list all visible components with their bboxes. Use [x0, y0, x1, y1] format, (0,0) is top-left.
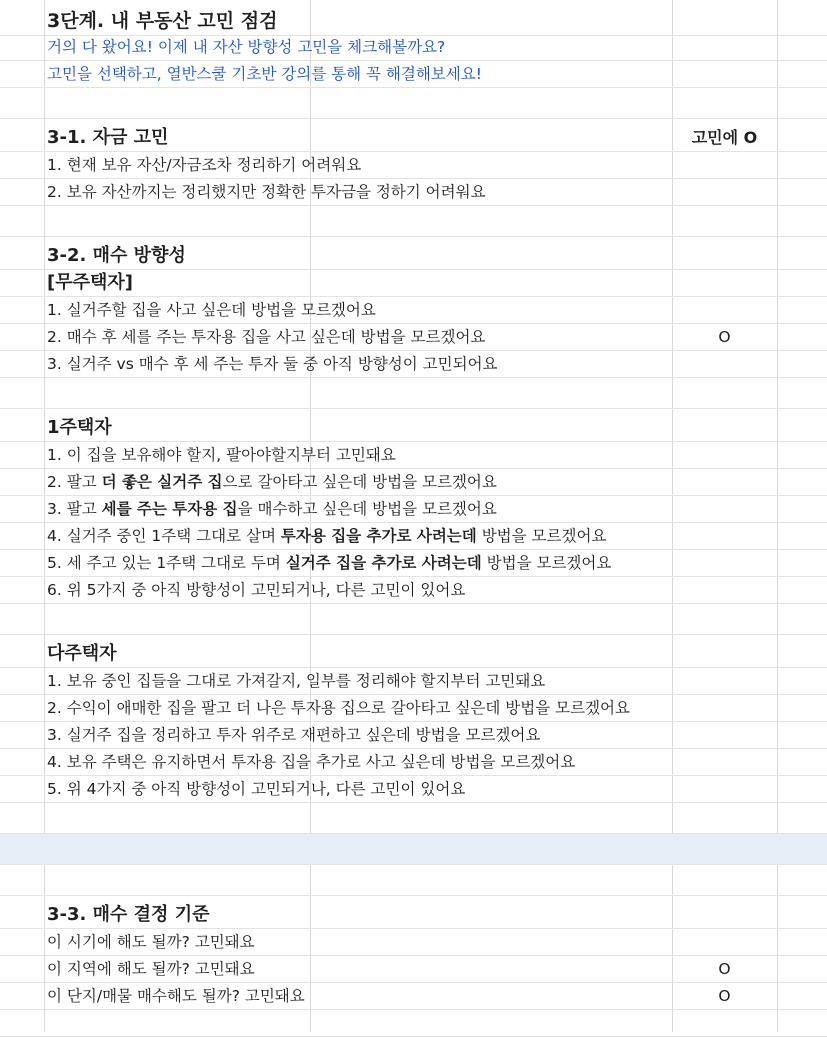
- cell-text: [47, 417, 112, 438]
- text-segment: 1. 실거주할 집을 사고 싶은데 방법을 모르겠어요: [47, 301, 376, 319]
- cell-text: [47, 500, 497, 518]
- text-segment: 1. 현재 보유 자산/자금조차 정리하기 어려워요: [47, 156, 362, 174]
- cell-text: [47, 933, 255, 951]
- text-segment: 3. 실거주 vs 매수 후 세 주는 투자 둘 중 아직 방향성이 고민되어요: [47, 355, 498, 373]
- section-header-row[interactable]: [0, 635, 827, 668]
- text-segment: 3단계. 내 부동산 고민 점검: [47, 10, 278, 32]
- text-segment: 거의 다 왔어요! 이제 내 자산 방향성 고민을 체크해볼까요?: [47, 38, 446, 56]
- text-segment: 이 단지/매물 매수해도 될까? 고민돼요: [47, 987, 305, 1005]
- cell-text: [47, 554, 611, 572]
- checklist-row[interactable]: [0, 865, 827, 896]
- text-segment: 2. 보유 자산까지는 정리했지만 정확한 투자금을 정하기 어려워요: [47, 183, 486, 201]
- cell-text: [47, 527, 606, 545]
- text-segment: 이 시기에 해도 될까? 고민돼요: [47, 933, 255, 951]
- checklist-row[interactable]: [0, 324, 827, 351]
- text-segment: 3. 팔고: [47, 500, 102, 518]
- cell-text: [47, 38, 445, 56]
- checklist-row[interactable]: [0, 749, 827, 776]
- text-segment: 방법을 모르겠어요: [476, 527, 607, 545]
- cell-text: [47, 672, 545, 690]
- cell-text: [47, 699, 630, 717]
- cell-text: [47, 355, 498, 373]
- text-segment: [무주택자]: [47, 272, 134, 293]
- text-segment: 이 지역에 해도 될까? 고민돼요: [47, 960, 255, 978]
- highlighted-row[interactable]: [0, 834, 827, 865]
- text-segment: 4. 보유 주택은 유지하면서 투자용 집을 추가로 사고 싶은데 방법을 모르겠어요: [47, 753, 576, 771]
- checklist-row[interactable]: [0, 668, 827, 695]
- checklist-row[interactable]: [0, 550, 827, 577]
- checklist-row[interactable]: [0, 496, 827, 523]
- section-header-row[interactable]: [0, 237, 827, 270]
- section-header-row[interactable]: [0, 270, 827, 297]
- text-segment: 5. 위 4가지 중 아직 방향성이 고민되거나, 다른 고민이 있어요: [47, 780, 466, 798]
- text-segment: 2. 팔고: [47, 473, 102, 491]
- checklist-row[interactable]: [0, 36, 827, 61]
- cell-text: [47, 65, 482, 83]
- checklist-row[interactable]: [0, 803, 827, 834]
- cell-text: [47, 127, 168, 148]
- text-segment: 2. 매수 후 세를 주는 투자용 집을 사고 싶은데 방법을 모르겠어요: [47, 328, 486, 346]
- bold-text-segment: 실거주 집을 추가로 사려는데: [285, 554, 482, 572]
- cell-text: [47, 446, 396, 464]
- cell-text: [47, 581, 465, 599]
- checklist-row[interactable]: [0, 776, 827, 803]
- checklist-row[interactable]: [0, 695, 827, 722]
- checklist-row[interactable]: [0, 88, 827, 119]
- checklist-row[interactable]: [0, 929, 827, 956]
- cell-text: [47, 11, 277, 32]
- checklist-row[interactable]: [0, 351, 827, 378]
- checklist-row[interactable]: [0, 61, 827, 88]
- text-segment: 3-1. 자금 고민: [47, 127, 169, 148]
- cell-text: [47, 328, 485, 346]
- cell-text: [47, 643, 117, 664]
- checklist-row[interactable]: [0, 956, 827, 983]
- section-header-row[interactable]: [0, 896, 827, 929]
- bold-text-segment: 투자용 집을 추가로 사려는데: [280, 527, 477, 545]
- cell-text: [47, 301, 376, 319]
- check-column-header: 고민에 O: [691, 128, 758, 147]
- cell-text: [47, 473, 497, 491]
- text-segment: 5. 세 주고 있는 1주택 그대로 두며: [47, 554, 286, 572]
- checklist-row[interactable]: [0, 297, 827, 324]
- checklist-row[interactable]: [0, 179, 827, 206]
- cell-text: [47, 183, 486, 201]
- text-segment: 1주택자: [47, 417, 112, 438]
- checklist-row[interactable]: [0, 604, 827, 635]
- checklist-row[interactable]: [0, 206, 827, 237]
- cell-text: [47, 156, 361, 174]
- checklist-row[interactable]: [0, 1010, 827, 1037]
- check-mark: O: [718, 960, 731, 978]
- check-mark: O: [718, 328, 731, 346]
- checklist-row[interactable]: [0, 983, 827, 1010]
- checklist-row[interactable]: [0, 152, 827, 179]
- text-segment: 방법을 모르겠어요: [481, 554, 612, 572]
- text-segment: 다주택자: [47, 643, 117, 664]
- checklist-row[interactable]: [0, 722, 827, 749]
- text-segment: 1. 이 집을 보유해야 할지, 팔아야할지부터 고민돼요: [47, 446, 396, 464]
- checklist-row[interactable]: [0, 469, 827, 496]
- cell-text: [47, 780, 465, 798]
- bold-text-segment: 더 좋은 실거주 집: [101, 473, 223, 491]
- cell-text: [47, 272, 133, 293]
- cell-text: [47, 245, 186, 266]
- cell-text: [47, 904, 210, 925]
- section-header-row[interactable]: [0, 119, 827, 152]
- section-header-row[interactable]: [0, 409, 827, 442]
- text-segment: 고민을 선택하고, 열반스쿨 기초반 강의를 통해 꼭 해결해보세요!: [47, 65, 482, 83]
- cell-text: [47, 987, 305, 1005]
- bold-text-segment: 세를 주는 투자용 집: [101, 500, 238, 518]
- text-segment: 2. 수익이 애매한 집을 팔고 더 나은 투자용 집으로 갈아타고 싶은데 방법을 모르겠어요: [47, 699, 630, 717]
- text-segment: 3-3. 매수 결정 기준: [47, 904, 210, 925]
- cell-text: [47, 960, 255, 978]
- checklist-row[interactable]: [0, 378, 827, 409]
- cell-text: [47, 753, 575, 771]
- checklist-row[interactable]: [0, 523, 827, 550]
- cell-text: [47, 726, 540, 744]
- checklist-row[interactable]: [0, 442, 827, 469]
- checklist-row[interactable]: [0, 577, 827, 604]
- text-segment: 을 매수하고 싶은데 방법을 모르겠어요: [237, 500, 497, 518]
- section-header-row[interactable]: [0, 0, 827, 36]
- check-mark: O: [718, 987, 731, 1005]
- text-segment: 으로 갈아타고 싶은데 방법을 모르겠어요: [222, 473, 497, 491]
- text-segment: 3-2. 매수 방향성: [47, 245, 186, 266]
- text-segment: 4. 실거주 중인 1주택 그대로 살며: [47, 527, 281, 545]
- text-segment: 6. 위 5가지 중 아직 방향성이 고민되거나, 다른 고민이 있어요: [47, 581, 466, 599]
- text-segment: 3. 실거주 집을 정리하고 투자 위주로 재편하고 싶은데 방법을 모르겠어요: [47, 726, 541, 744]
- text-segment: 1. 보유 중인 집들을 그대로 가져갈지, 일부를 정리해야 할지부터 고민돼요: [47, 672, 546, 690]
